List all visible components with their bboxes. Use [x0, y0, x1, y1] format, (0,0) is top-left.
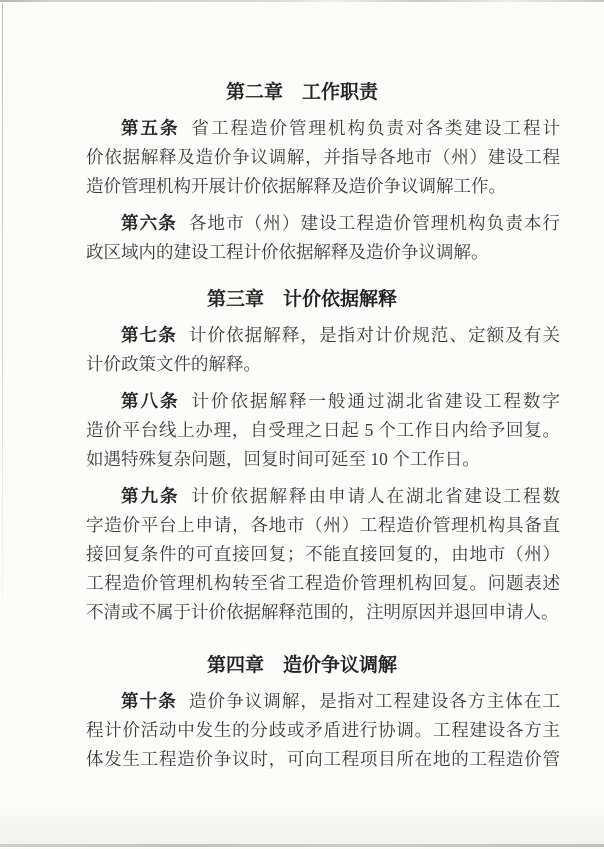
document-content: [86, 78, 560, 782]
text-line: 体发生工程造价争议时，可向工程项目所在地的工程造价管: [86, 749, 560, 769]
text-line: [86, 482, 560, 511]
article-6-paragraph: [86, 209, 560, 267]
article-9-paragraph: [86, 482, 560, 627]
scan-edge-top: [0, 0, 604, 2]
text-line: 如遇特殊复杂问题，回复时间可延至 10 个工作日。: [86, 449, 480, 469]
text-line: 造价管理机构开展计价依据解释及造价争议调解工作。: [86, 176, 506, 196]
article-number: 第九条: [121, 486, 180, 506]
text-line: 工程造价管理机构转至省工程造价管理机构回复。问题表述: [86, 573, 560, 593]
article-number: 第五条: [121, 118, 180, 138]
text-line: [86, 209, 560, 238]
text-line: 接回复条件的可直接回复；不能直接回复的，由地市（州）: [86, 544, 560, 564]
text-line: 造价平台线上办理，自受理之日起 5 个工作日内给予回复。: [86, 420, 560, 440]
article-number: 第八条: [121, 391, 180, 411]
article-text: 各地市（州）建设工程造价管理机构负责本行: [188, 213, 561, 233]
chapter-heading-3: 第三章 计价依据解释: [206, 289, 397, 310]
text-line: [86, 114, 560, 143]
chapter-heading-4: 第四章 造价争议调解: [206, 655, 397, 676]
article-text: 计价依据解释由申请人在湖北省建设工程数: [191, 486, 560, 506]
article-10-paragraph: [86, 687, 560, 774]
article-text: 造价争议调解，是指对工程建设各方主体在工: [188, 691, 561, 711]
article-5-paragraph: [86, 114, 560, 201]
chapter-heading-2: 第二章 工作职责: [225, 82, 378, 103]
article-number: 第六条: [121, 213, 177, 233]
text-line: [86, 687, 560, 716]
article-number: 第七条: [121, 325, 177, 345]
article-7-paragraph: [86, 321, 560, 379]
text-line: 政区域内的建设工程计价依据解释及造价争议调解。: [86, 242, 489, 262]
scan-edge-bottom: [0, 844, 604, 847]
article-number: 第十条: [121, 691, 177, 711]
article-text: 计价依据解释一般通过湖北省建设工程数字: [191, 391, 560, 411]
article-text: 计价依据解释，是指对计价规范、定额及有关: [188, 325, 561, 345]
text-line: 计价政策文件的解释。: [86, 354, 261, 374]
text-line: [86, 321, 560, 350]
text-line: 程计价活动中发生的分歧或矛盾进行协调。工程建设各方主: [86, 720, 560, 740]
text-line: 价依据解释及造价争议调解，并指导各地市（州）建设工程: [86, 147, 560, 167]
text-line: 字造价平台上申请，各地市（州）工程造价管理机构具备直: [86, 515, 560, 535]
text-line: [86, 387, 560, 416]
text-line: 不清或不属于计价依据解释范围的，注明原因并退回申请人。: [86, 602, 559, 622]
scan-shade-bottom: [0, 789, 604, 844]
article-8-paragraph: [86, 387, 560, 474]
article-text: 省工程造价管理机构负责对各类建设工程计: [191, 118, 560, 138]
scan-edge-left: [2, 3, 3, 643]
